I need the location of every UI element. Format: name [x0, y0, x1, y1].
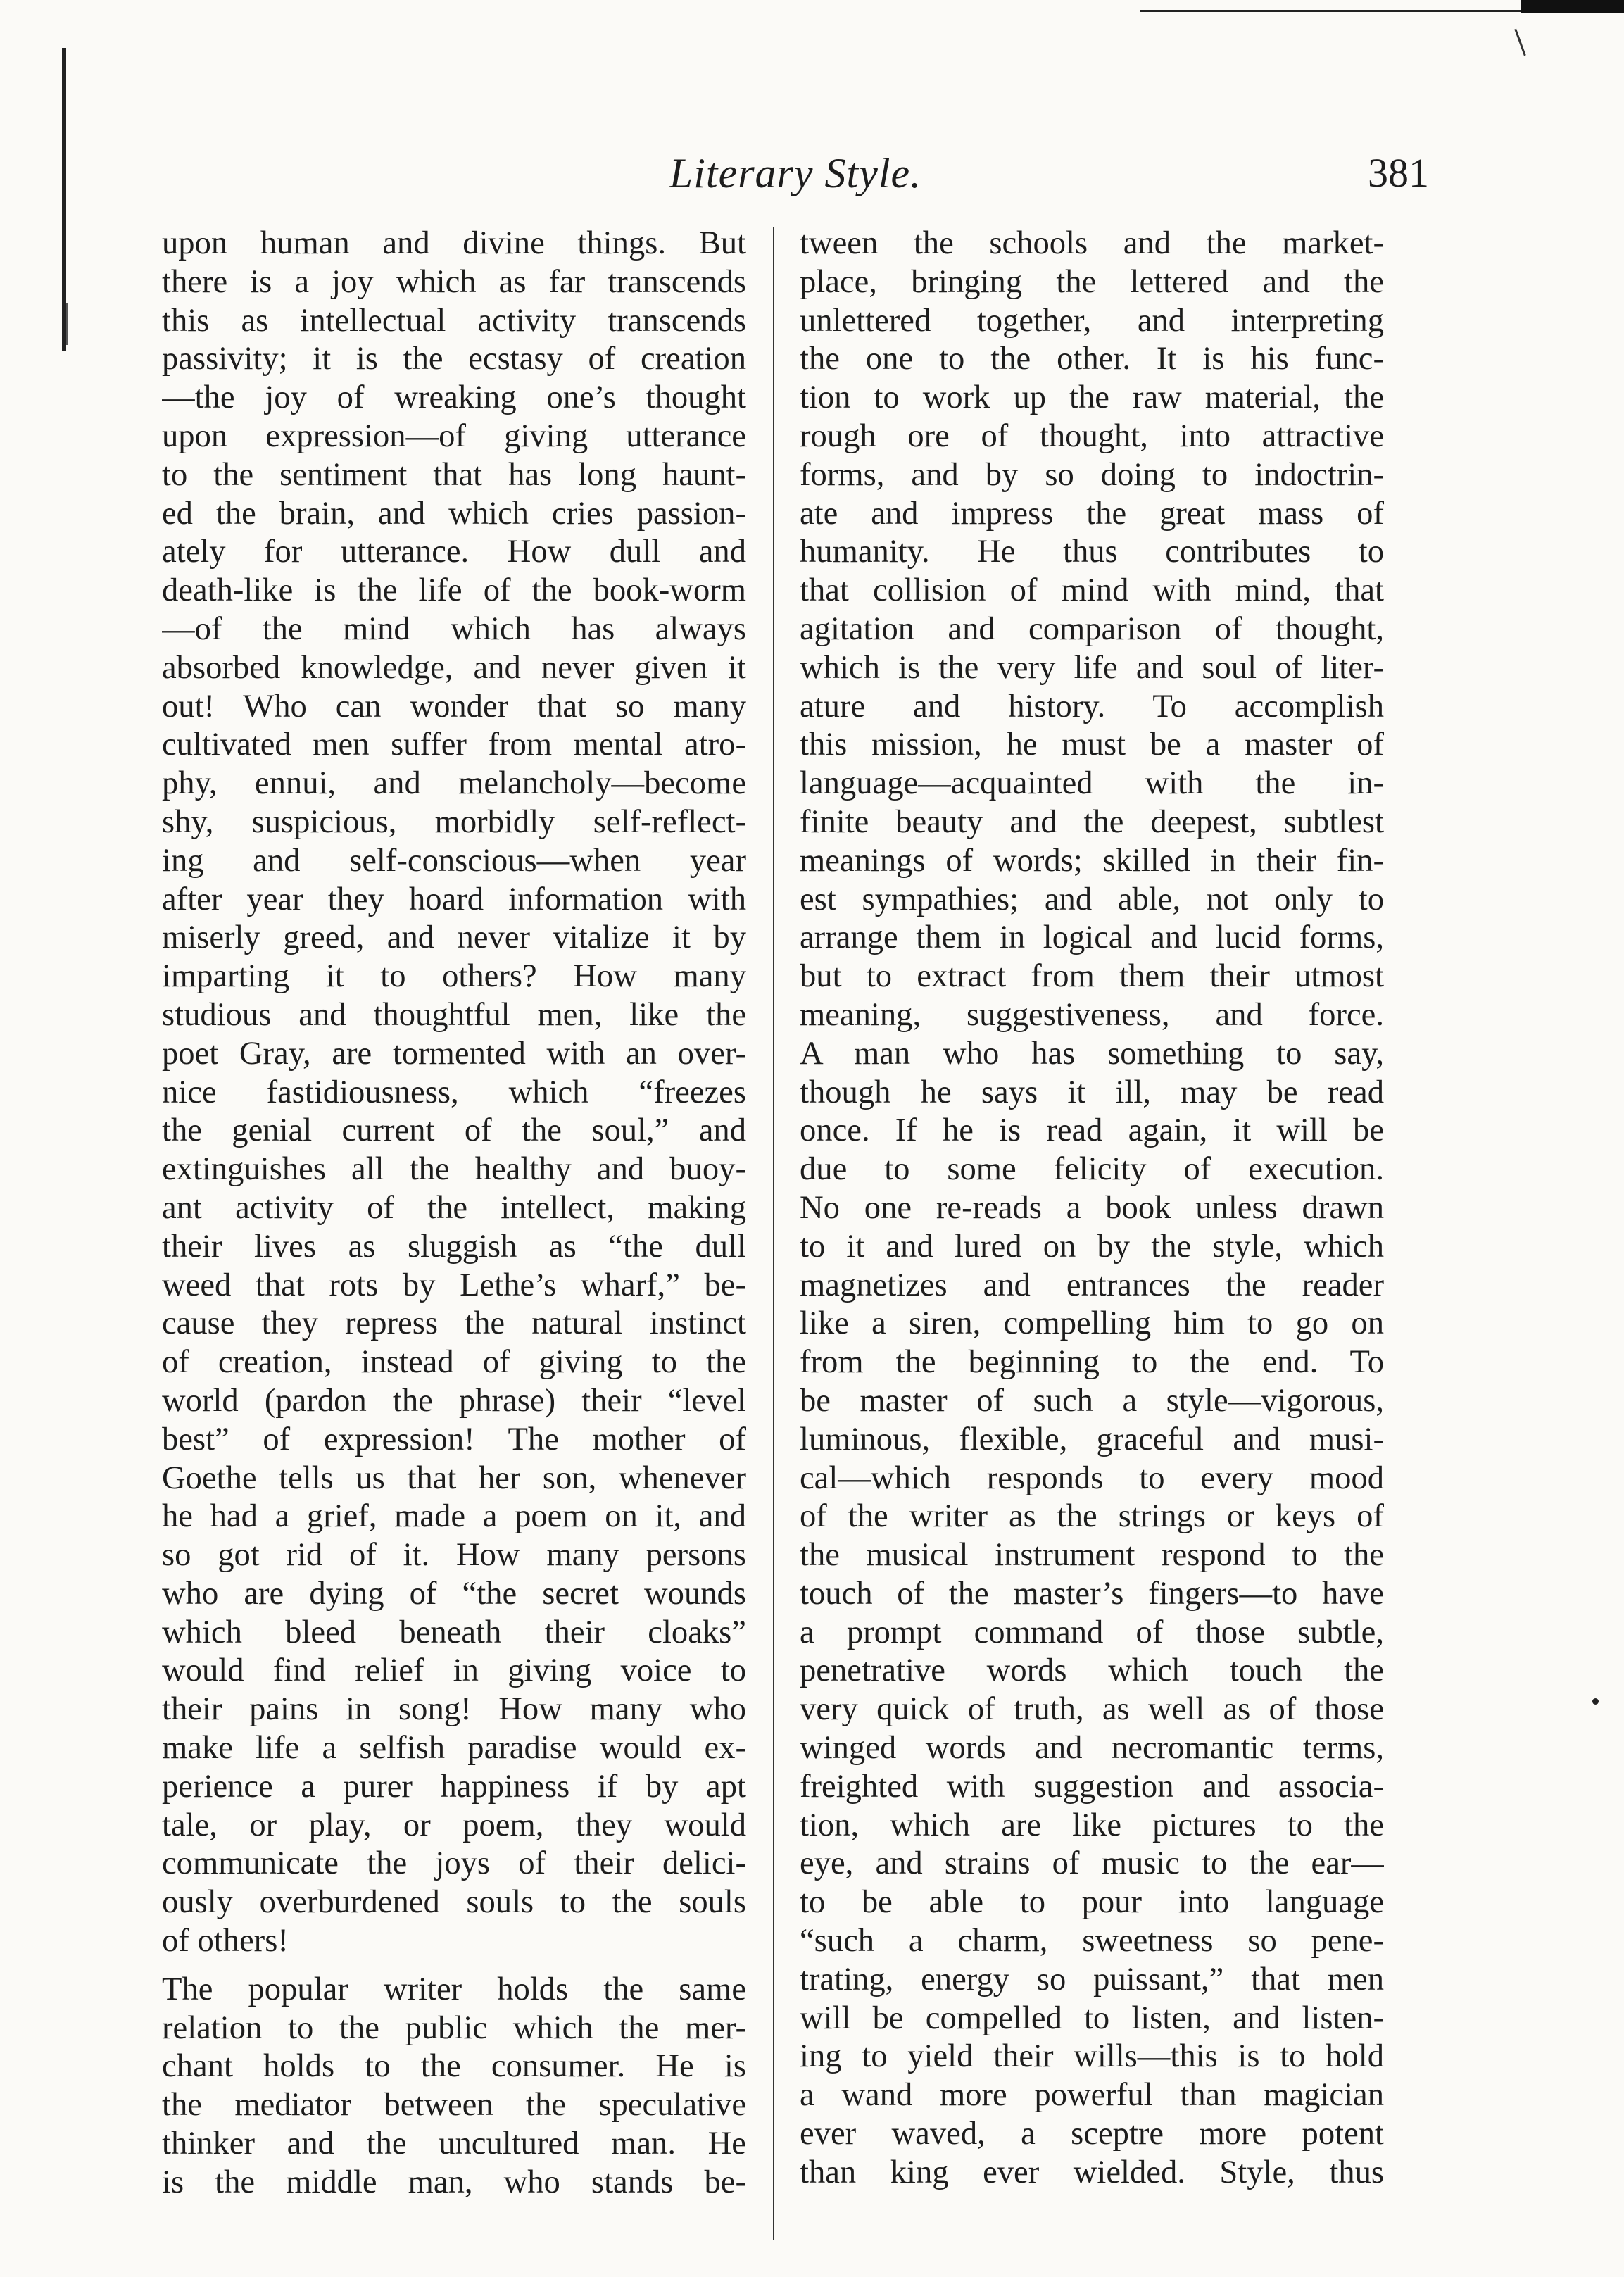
text-line: “such a charm, sweetness so pene- [800, 1922, 1384, 1959]
text-line: arrange them in logical and lucid forms, [800, 919, 1384, 956]
text-line: so got rid of it. How many persons [162, 1536, 746, 1574]
text-line: poet Gray, are tormented with an over- [162, 1034, 746, 1072]
paragraph [162, 224, 746, 1960]
paragraph [800, 224, 1384, 2192]
text-line: luminous, flexible, graceful and musi- [800, 1420, 1384, 1457]
text-line: than king ever wielded. Style, thus [800, 2153, 1384, 2190]
text-line: like a siren, compelling him to go on [800, 1305, 1384, 1342]
text-line: ature and history. To accomplish [800, 687, 1384, 724]
page-number: 381 [1368, 150, 1429, 196]
text-line: absorbed knowledge, and never given it [162, 648, 746, 686]
text-line: a prompt command of those subtle, [800, 1613, 1384, 1650]
text-line: cultivated men suffer from mental atro- [162, 726, 746, 763]
text-line: world (pardon the phrase) their “level [162, 1381, 746, 1419]
text-line: tion, which are like pictures to the [800, 1806, 1384, 1843]
text-line: best” of expression! The mother of [162, 1420, 746, 1457]
text-line: —of the mind which has always [162, 610, 746, 647]
text-line: to the sentiment that has long haunt- [162, 456, 746, 493]
text-line: ed the brain, and which cries passion- [162, 494, 746, 532]
text-line: who are dying of “the secret wounds [162, 1574, 746, 1612]
text-line: ing and self-conscious—when year [162, 841, 746, 879]
text-line: shy, suspicious, morbidly self-reflect- [162, 803, 746, 840]
running-title: Literary Style. [669, 150, 922, 196]
text-line: of creation, instead of giving to the [162, 1343, 746, 1381]
text-line: unlettered together, and interpreting [800, 301, 1384, 339]
text-line: is the middle man, who stands be- [162, 2163, 746, 2200]
scan-corner-tick [1514, 29, 1526, 56]
text-line: relation to the public which the mer- [162, 2009, 746, 2046]
scan-edge-block [1521, 0, 1624, 13]
text-line: make life a selfish paradise would ex- [162, 1729, 746, 1767]
text-line: tween the schools and the market- [800, 225, 1384, 261]
text-line: once. If he is read again, it will be [800, 1112, 1384, 1149]
left-column [162, 224, 746, 2202]
text-line: the genial current of the soul,” and [162, 1112, 746, 1149]
text-line: touch of the master’s fingers—to have [800, 1574, 1384, 1612]
text-line: communicate the joys of their delici- [162, 1845, 746, 1882]
text-line: from the beginning to the end. To [800, 1343, 1384, 1381]
paragraph [162, 1970, 746, 2202]
text-line: cal—which responds to every mood [800, 1459, 1384, 1496]
text-line: ously overburdened souls to the souls [162, 1883, 746, 1921]
text-line: be master of such a style—vigorous, [800, 1381, 1384, 1419]
text-line: tion to work up the raw material, the [800, 379, 1384, 416]
text-line: humanity. He thus contributes to [800, 533, 1384, 570]
text-line: meaning, suggestiveness, and force. [800, 996, 1384, 1033]
text-line: thinker and the uncultured man. He [162, 2125, 746, 2162]
text-line: the mediator between the speculative [162, 2086, 746, 2124]
text-line: upon human and divine things. But [162, 225, 746, 261]
text-line: death-like is the life of the book-worm [162, 572, 746, 609]
text-line: Goethe tells us that her son, whenever [162, 1459, 746, 1496]
right-column [800, 224, 1384, 2192]
text-line: ing to yield their wills—this is to hold [800, 2038, 1384, 2075]
text-line: upon expression—of giving utterance [162, 417, 746, 454]
paragraph-gap [162, 1960, 746, 1970]
column-divider [773, 227, 774, 2240]
text-line: there is a joy which as far transcends [162, 263, 746, 300]
text-line: trating, energy so puissant,” that men [800, 1960, 1384, 1997]
text-line: to be able to pour into language [800, 1883, 1384, 1921]
text-line: imparting it to others? How many [162, 958, 746, 995]
scan-edge-bar [1140, 0, 1624, 14]
text-line: A man who has something to say, [800, 1034, 1384, 1072]
text-line: language—acquainted with the in- [800, 765, 1384, 802]
text-line: chant holds to the consumer. He is [162, 2047, 746, 2085]
text-line: would find relief in giving voice to [162, 1652, 746, 1689]
text-line: studious and thoughtful men, like the [162, 996, 746, 1033]
text-line: forms, and by so doing to indoctrin- [800, 456, 1384, 493]
text-line: place, bringing the lettered and the [800, 263, 1384, 300]
text-line: No one re-reads a book unless drawn [800, 1188, 1384, 1226]
text-line: penetrative words which touch the [800, 1652, 1384, 1689]
text-line: ately for utterance. How dull and [162, 533, 746, 570]
text-line: that collision of mind with mind, that [800, 572, 1384, 609]
text-line: of the writer as the strings or keys of [800, 1498, 1384, 1535]
text-line: meanings of words; skilled in their fin- [800, 841, 1384, 879]
text-line: —the joy of wreaking one’s thought [162, 379, 746, 416]
page-header [162, 149, 1429, 220]
text-line: but to extract from them their utmost [800, 958, 1384, 995]
text-line: The popular writer holds the same [162, 1970, 746, 2007]
text-line: a wand more powerful than magician [800, 2076, 1384, 2114]
text-line: will be compelled to listen, and listen- [800, 1999, 1384, 2036]
text-line: after year they hoard information with [162, 880, 746, 917]
text-line: eye, and strains of music to the ear— [800, 1845, 1384, 1882]
text-line: though he says it ill, may be read [800, 1073, 1384, 1110]
text-line: very quick of truth, as well as of those [800, 1690, 1384, 1728]
text-line: tale, or play, or poem, they would [162, 1806, 746, 1843]
text-line: miserly greed, and never vitalize it by [162, 919, 746, 956]
text-line: the musical instrument respond to the [800, 1536, 1384, 1574]
text-line: extinguishes all the healthy and buoy- [162, 1150, 746, 1188]
text-line: this mission, he must be a master of [800, 726, 1384, 763]
text-line: nice fastidiousness, which “freezes [162, 1073, 746, 1110]
text-line: perience a purer happiness if by apt [162, 1767, 746, 1805]
text-line: winged words and necromantic terms, [800, 1729, 1384, 1767]
text-line: agitation and comparison of thought, [800, 610, 1384, 647]
scan-margin-mark-small [66, 303, 68, 345]
text-line: which bleed beneath their cloaks” [162, 1613, 746, 1650]
text-line: ant activity of the intellect, making [162, 1188, 746, 1226]
text-line: ever waved, a sceptre more potent [800, 2115, 1384, 2152]
text-line: finite beauty and the deepest, subtlest [800, 803, 1384, 840]
text-line: to it and lured on by the style, which [800, 1227, 1384, 1265]
text-line: est sympathies; and able, not only to [800, 880, 1384, 917]
text-line: he had a grief, made a poem on it, and [162, 1498, 746, 1535]
text-line: which is the very life and soul of liter- [800, 648, 1384, 686]
text-line: the one to the other. It is his func- [800, 340, 1384, 377]
text-line: their lives as sluggish as “the dull [162, 1227, 746, 1265]
text-line: rough ore of thought, into attractive [800, 417, 1384, 454]
text-line: cause they repress the natural instinct [162, 1305, 746, 1342]
text-line: passivity; it is the ecstasy of creation [162, 340, 746, 377]
text-line: phy, ennui, and melancholy—become [162, 765, 746, 802]
text-line: weed that rots by Lethe’s wharf,” be- [162, 1266, 746, 1303]
text-line: their pains in song! How many who [162, 1690, 746, 1728]
text-line: out! Who can wonder that so many [162, 687, 746, 724]
text-line: magnetizes and entrances the reader [800, 1266, 1384, 1303]
text-line: this as intellectual activity transcends [162, 301, 746, 339]
text-line: due to some felicity of execution. [800, 1150, 1384, 1188]
text-line: of others! [162, 1922, 289, 1959]
text-line: freighted with suggestion and associa- [800, 1767, 1384, 1805]
scan-edge-line [1140, 10, 1535, 12]
text-line: ate and impress the great mass of [800, 494, 1384, 532]
scan-margin-dot [1592, 1698, 1599, 1705]
